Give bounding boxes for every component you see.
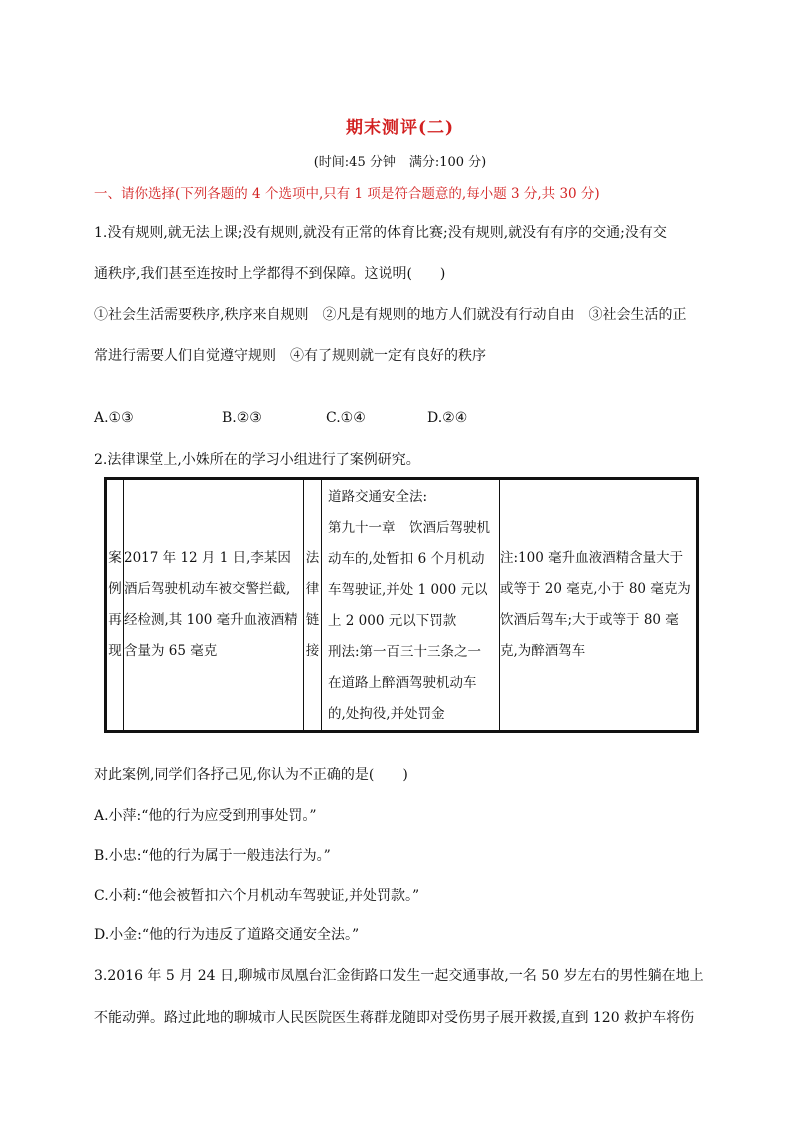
- q1-option-d: D.②④: [427, 410, 468, 426]
- q3-stem-line1: 3.2016 年 5 月 24 日,聊城市凤凰台汇金街路口发生一起交通事故,一名 50 岁左右的男性躺在地上: [94, 968, 704, 984]
- law-header-char: 链: [305, 612, 320, 628]
- law-header-char: 接: [305, 643, 320, 659]
- q2-stem: 2.法律课堂上,小姝所在的学习小组进行了案例研究。: [94, 452, 420, 468]
- law-line: 刑法:第一百三十三条之一: [328, 644, 482, 660]
- case-header-char: 例: [108, 581, 122, 597]
- law-line: 在道路上醉酒驾驶机动车: [328, 675, 477, 691]
- law-line: 上 2 000 元以下罚款: [328, 613, 457, 629]
- q1-stem-line1: 1.没有规则,就无法上课;没有规则,就没有正常的体育比赛;没有规则,就没有有序的交通;没有交: [94, 225, 667, 241]
- law-line: 动车的,处暂扣 6 个月机动: [328, 551, 485, 567]
- law-line: 车驾驶证,并处 1 000 元以: [328, 582, 488, 598]
- q2-option-d: D.小金:“他的行为违反了道路交通安全法。”: [94, 927, 360, 943]
- case-study-table: [104, 477, 699, 733]
- law-header-cell: [304, 479, 322, 732]
- q2-option-a: A.小萍:“他的行为应受到刑事处罚。”: [94, 808, 317, 824]
- q1-statements-line1: ①社会生活需要秩序,秩序来自规则 ②凡是有规则的地方人们就没有行动自由 ③社会生活的正: [94, 307, 687, 323]
- q1-statements-line2: 常进行需要人们自觉遵守规则 ④有了规则就一定有良好的秩序: [94, 348, 486, 364]
- exam-info: (时间:45 分钟 满分:100 分): [313, 155, 487, 170]
- q1-option-a: A.①③: [94, 410, 134, 426]
- q2-question: 对此案例,同学们各抒己见,你认为不正确的是( ): [94, 767, 408, 783]
- note-text: 注:100 毫升血液酒精含量大于或等于 20 毫克,小于 80 毫克为饮酒后驾车;大于或等于 80 毫克,为醉酒驾车: [500, 479, 698, 732]
- law-line: 第九十一章 饮酒后驾驶机: [328, 520, 490, 536]
- section-heading: 一、请你选择(下列各题的 4 个选项中,只有 1 项是符合题意的,每小题 3 分,共 30 分): [94, 186, 600, 202]
- law-line: 道路交通安全法:: [328, 489, 428, 505]
- page-title: 期末测评(二): [345, 118, 455, 138]
- q1-option-b: B.②③: [222, 410, 262, 426]
- case-header-char: 再: [108, 612, 122, 628]
- case-header-cell: [106, 479, 124, 732]
- case-header-char: 现: [108, 643, 122, 659]
- law-line: 的,处拘役,并处罚金: [328, 706, 445, 722]
- law-text-cell: [322, 479, 500, 732]
- q3-stem-line2: 不能动弹。路过此地的聊城市人民医院医生蒋群龙随即对受伤男子展开救援,直到 120 救护车将伤: [94, 1010, 695, 1026]
- q2-option-c: C.小莉:“他会被暂扣六个月机动车驾驶证,并处罚款。”: [94, 888, 420, 904]
- law-header-char: 律: [305, 581, 320, 597]
- q1-option-c: C.①④: [326, 410, 366, 426]
- q1-stem-line2: 通秩序,我们甚至连按时上学都得不到保障。这说明( ): [94, 266, 446, 282]
- case-description: 2017 年 12 月 1 日,李某因酒后驾驶机动车被交警拦截,经检测,其 100 毫升血液酒精含量为 65 毫克: [124, 479, 304, 732]
- law-header-char: 法: [305, 550, 320, 566]
- q2-option-b: B.小忠:“他的行为属于一般违法行为。”: [94, 848, 331, 864]
- case-header-char: 案: [108, 550, 122, 566]
